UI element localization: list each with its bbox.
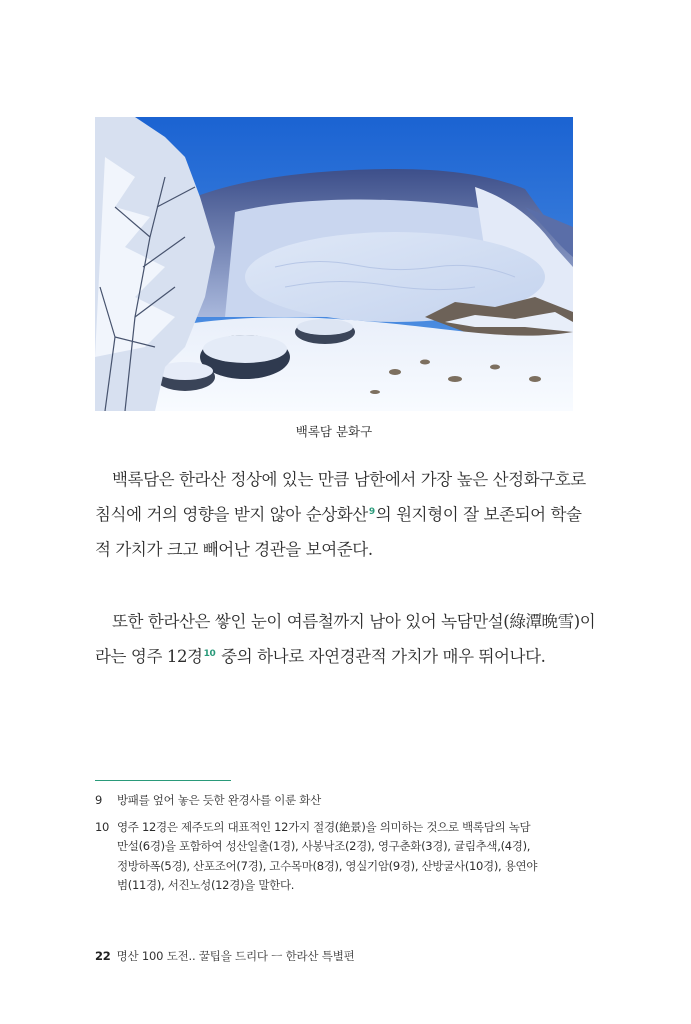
crater-photo (95, 117, 573, 411)
page-footer (95, 948, 355, 964)
footnote-divider (95, 780, 231, 781)
footnote-number: 9 (95, 793, 103, 807)
paragraph-line (95, 497, 582, 532)
paragraph-text: 라는 영주 12경 (95, 647, 203, 666)
paragraph-text: 중의 하나로 자연경관적 가치가 매우 뛰어나다. (216, 647, 546, 666)
footnote-line: 범(11경), 서진노성(12경)을 말한다. (117, 878, 295, 892)
footnote-reference[interactable]: 10 (203, 648, 216, 659)
paragraph-line: 백록담은 한라산 정상에 있는 만큼 남한에서 가장 높은 산정화구호로 (112, 470, 586, 489)
footnotes (95, 791, 575, 903)
footnote-line: 정방하폭(5경), 산포조어(7경), 고수목마(8경), 영실기암(9경), 산방굴사(10경), 용연야 (117, 858, 538, 873)
footnote-9 (95, 791, 575, 811)
paragraph-line: 적 가치가 크고 빼어난 경관을 보여준다. (95, 540, 373, 559)
paragraph-text: 의 원지형이 잘 보존되어 학술 (375, 505, 582, 524)
photo-caption: 백록담 분화구 (295, 424, 373, 439)
footnote-reference[interactable]: 9 (368, 506, 375, 517)
page-number: 22 (95, 949, 111, 963)
paragraph-line (95, 639, 577, 674)
footnote-line: 영주 12경은 제주도의 대표적인 12가지 절경(絶景)을 의미하는 것으로 백록담의 녹담 (117, 819, 531, 834)
running-title: 명산 100 도전.. 꿀팁을 드리다 ㅡ 한라산 특별편 (116, 949, 355, 963)
footnote-text (117, 791, 575, 811)
paragraph-line: 또한 한라산은 쌓인 눈이 여름철까지 남아 있어 녹담만설(綠潭晩雪)이 (112, 612, 596, 631)
crater-photo-illustration (95, 117, 573, 411)
paragraph-text: 침식에 거의 영향을 받지 않아 순상화산 (95, 505, 368, 524)
footnote-line: 만설(6경)을 포함하여 성산일출(1경), 사봉낙조(2경), 영구춘화(3경), 귤림추색,(4경), (117, 839, 531, 853)
footnote-text (117, 818, 575, 896)
footnote-line: 방패를 엎어 놓은 듯한 완경사를 이룬 화산 (117, 793, 321, 807)
footnote-number: 10 (95, 819, 110, 834)
body-paragraph-1 (95, 462, 586, 567)
footnote-10 (95, 818, 575, 896)
body-paragraph-2 (95, 604, 596, 674)
